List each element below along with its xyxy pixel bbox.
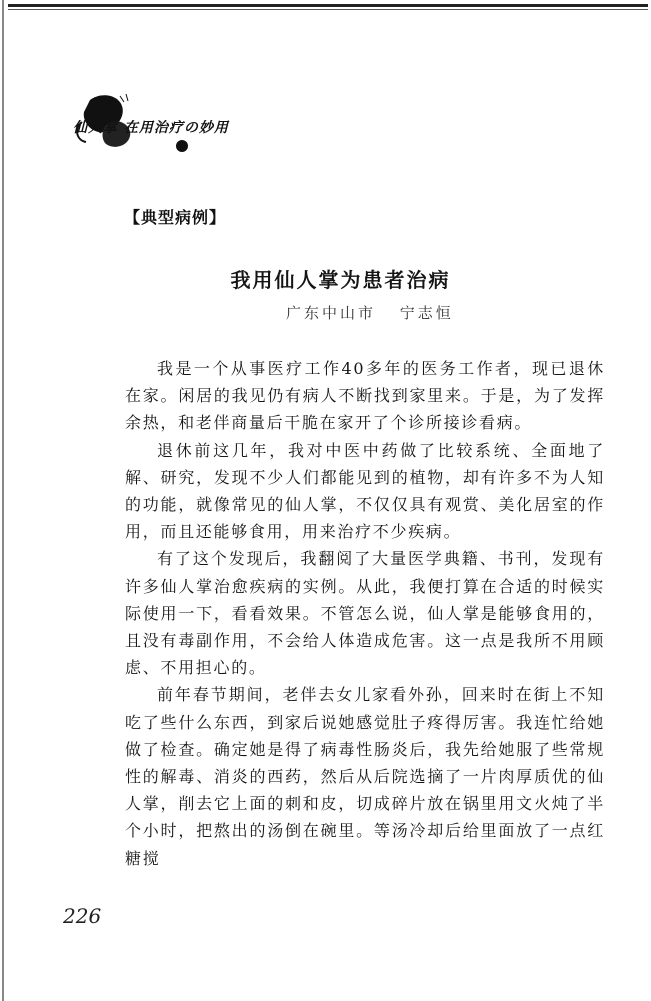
page-number: 226 (63, 904, 102, 928)
byline (286, 302, 454, 323)
top-rule (8, 4, 648, 7)
paragraph-3: 有了这个发现后，我翻阅了大量医学典籍、书刊，发现有许多仙人掌治愈疾病的实例。从此，我便打算在合适的时候实际使用一下，看看效果。不管怎么说，仙人掌是能够食用的，且没有毒副作用，不会给人体造成危害。这一点是我所不用顾虑、不用担心的。 (125, 549, 605, 678)
page-edge (2, 0, 4, 1001)
article-body (125, 355, 605, 872)
top-rule-thin (8, 9, 648, 10)
paragraph-4: 前年春节期间，老伴去女儿家看外孙，回来时在街上不知吃了些什么东西，到家后说她感觉肚子疼得厉害。我连忙给她做了检查。确定她是得了病毒性肠炎后，我先给她服了些常规性的解毒、消炎的西药，然后从后院选摘了一片肉厚质优的仙人掌，削去它上面的刺和皮，切成碎片放在锅里用文火炖了半个小时，把熬出的汤倒在碗里。等汤冷却后给里面放了一点红糖搅 (125, 685, 605, 868)
paragraph-2: 退休前这几年，我对中医中药做了比较系统、全面地了解、研究，发现不少人们都能见到的植物，却有许多不为人知的功能，就像常见的仙人掌，不仅仅具有观赏、美化居室的作用，而且还能够食用，用来治疗不少疾病。 (125, 440, 605, 542)
author-name: 宁志恒 (399, 304, 454, 322)
article-title: 我用仙人掌为患者治病 (230, 268, 451, 292)
paragraph-1: 我是一个从事医疗工作40多年的医务工作者，现已退休在家。闲居的我见仍有病人不断找到家里来。于是，为了发挥余热，和老伴商量后干脆在家开了个诊所接诊看病。 (125, 359, 605, 433)
author-location: 广东中山市 (286, 304, 377, 322)
section-tag: 【典型病例】 (124, 208, 227, 227)
book-logo-text: 仙人掌 在用治疗の妙用 (73, 120, 229, 136)
